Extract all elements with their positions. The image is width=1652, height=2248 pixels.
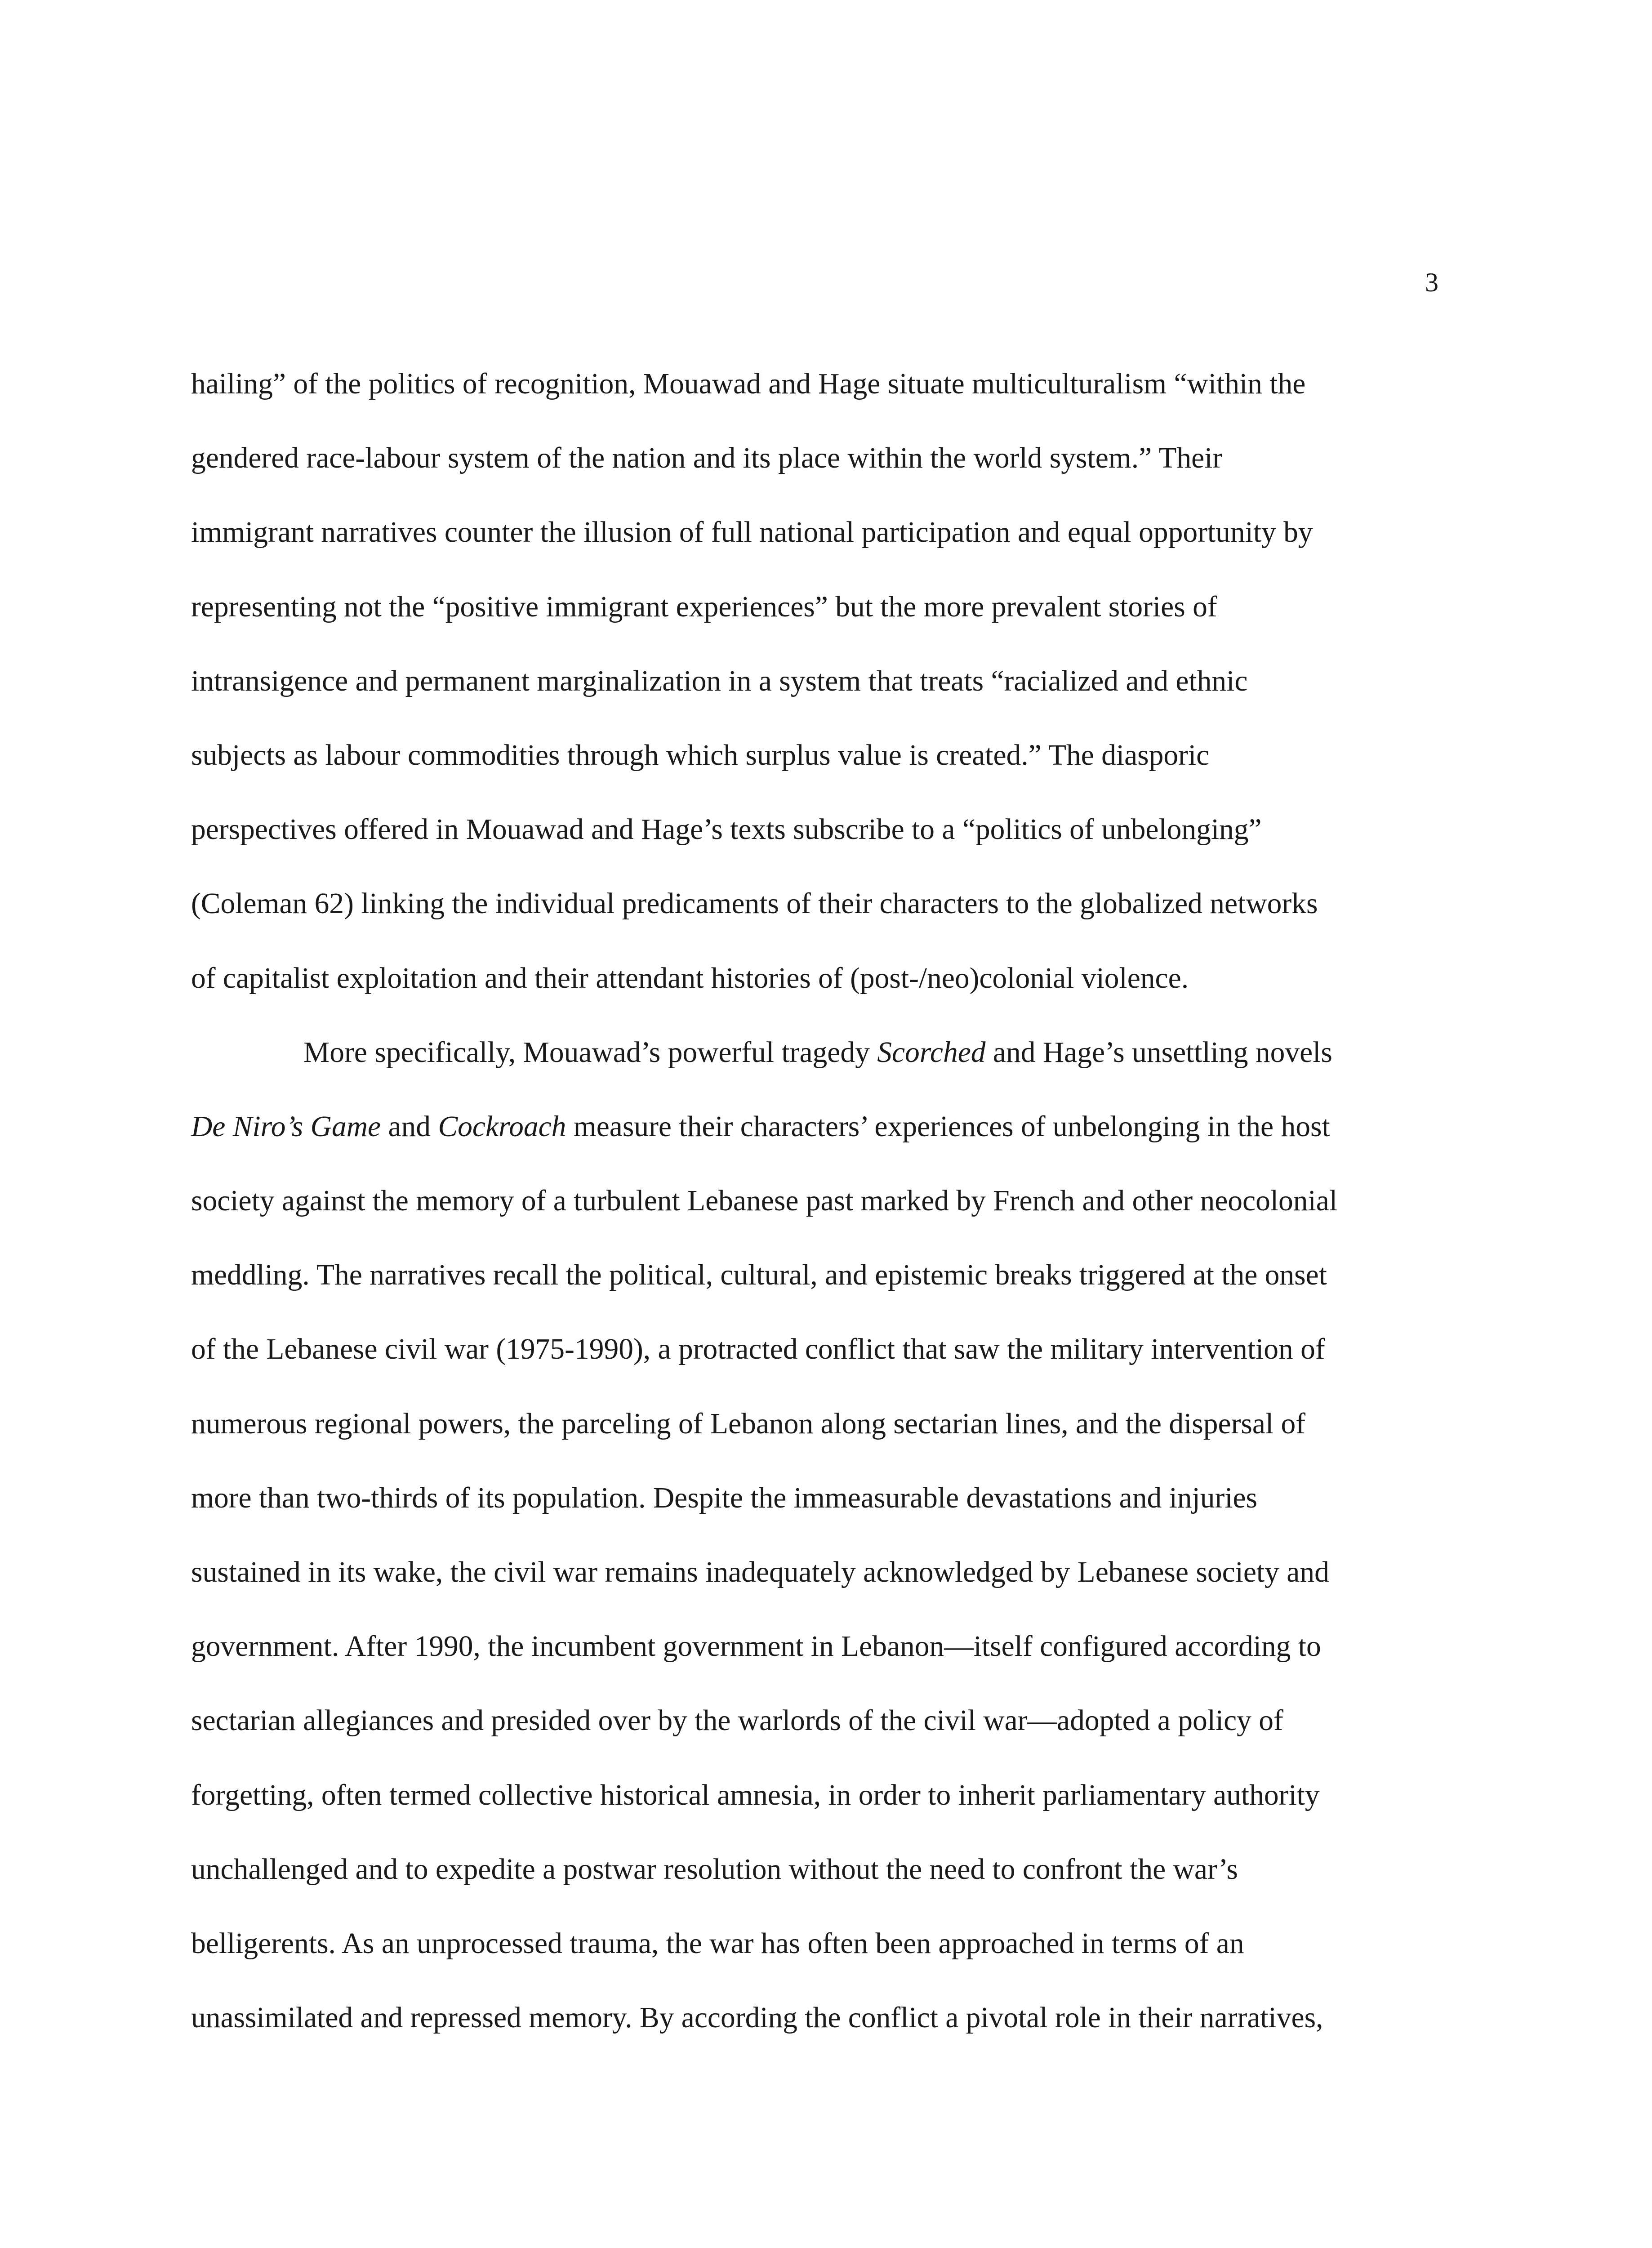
- text-line: [191, 439, 1450, 513]
- text-segment: society against the memory of a turbulent Lebanese past marked by French and other neocolonial: [191, 1185, 1338, 1218]
- italic-title: Scorched: [877, 1036, 986, 1069]
- paragraph-first-line: [191, 1034, 1450, 1108]
- text-line: [191, 1776, 1450, 1851]
- text-line: [191, 1702, 1450, 1776]
- text-line: [191, 1628, 1450, 1702]
- text-line: [191, 1925, 1450, 1999]
- text-line: [191, 1182, 1450, 1256]
- text-segment: unchallenged and to expedite a postwar resolution without the need to confront the war’s: [191, 1853, 1238, 1886]
- text-line: [191, 588, 1450, 662]
- text-segment: representing not the “positive immigrant experiences” but the more prevalent stories of: [191, 590, 1217, 623]
- text-segment: meddling. The narratives recall the political, cultural, and epistemic breaks triggered at the onset: [191, 1259, 1327, 1292]
- text-line: [191, 1330, 1450, 1405]
- text-segment: sectarian allegiances and presided over by the warlords of the civil war—adopted a policy of: [191, 1704, 1283, 1737]
- text-line: [191, 1108, 1450, 1182]
- text-segment: of capitalist exploitation and their attendant histories of (post-/neo)colonial violence.: [191, 962, 1189, 995]
- text-segment: (Coleman 62) linking the individual predicaments of their characters to the globalized networks: [191, 888, 1318, 920]
- text-segment: hailing” of the politics of recognition, Mouawad and Hage situate multiculturalism “within the: [191, 368, 1306, 400]
- text-line: [191, 885, 1450, 959]
- text-line: [191, 1851, 1450, 1925]
- text-segment: numerous regional powers, the parceling of Lebanon along sectarian lines, and the dispersal of: [191, 1407, 1306, 1440]
- text-line: [191, 1479, 1450, 1553]
- italic-title: De Niro’s Game: [191, 1110, 381, 1143]
- text-line: [191, 662, 1450, 736]
- italic-title: Cockroach: [438, 1110, 566, 1143]
- text-segment: subjects as labour commodities through which surplus value is created.” The diasporic: [191, 739, 1210, 772]
- text-line: [191, 736, 1450, 811]
- text-segment: and Hage’s unsettling novels: [985, 1036, 1332, 1069]
- text-segment: gendered race-labour system of the nation and its place within the world system.” Their: [191, 442, 1223, 475]
- text-segment: of the Lebanese civil war (1975-1990), a protracted conflict that saw the military intervention of: [191, 1333, 1325, 1366]
- page-number: 3: [1425, 268, 1438, 297]
- text-segment: more than two-thirds of its population. Despite the immeasurable devastations and injuries: [191, 1481, 1258, 1514]
- text-segment: forgetting, often termed collective historical amnesia, in order to inherit parliamentary authority: [191, 1779, 1320, 1811]
- text-line: [191, 513, 1450, 588]
- text-line: [191, 1999, 1450, 2073]
- text-segment: perspectives offered in Mouawad and Hage’s texts subscribe to a “politics of unbelonging”: [191, 813, 1262, 846]
- text-line: [191, 811, 1450, 885]
- text-line: [191, 1553, 1450, 1628]
- text-segment: More specifically, Mouawad’s powerful tragedy: [303, 1036, 877, 1069]
- text-line: [191, 1256, 1450, 1330]
- text-segment: intransigence and permanent marginalization in a system that treats “racialized and ethnic: [191, 665, 1248, 697]
- text-segment: belligerents. As an unprocessed trauma, the war has often been approached in terms of an: [191, 1927, 1244, 1960]
- text-line: [191, 365, 1450, 439]
- text-segment: unassimilated and repressed memory. By according the conflict a pivotal role in their narratives,: [191, 2002, 1323, 2034]
- text-segment: measure their characters’ experiences of unbelonging in the host: [566, 1110, 1330, 1143]
- text-line: [191, 959, 1450, 1034]
- text-line: [191, 1405, 1450, 1479]
- body-text: [191, 365, 1450, 2073]
- text-segment: immigrant narratives counter the illusion of full national participation and equal opportunity by: [191, 516, 1313, 549]
- text-segment: government. After 1990, the incumbent government in Lebanon—itself configured according to: [191, 1630, 1321, 1663]
- text-segment: and: [381, 1110, 438, 1143]
- text-segment: sustained in its wake, the civil war remains inadequately acknowledged by Lebanese society and: [191, 1556, 1329, 1588]
